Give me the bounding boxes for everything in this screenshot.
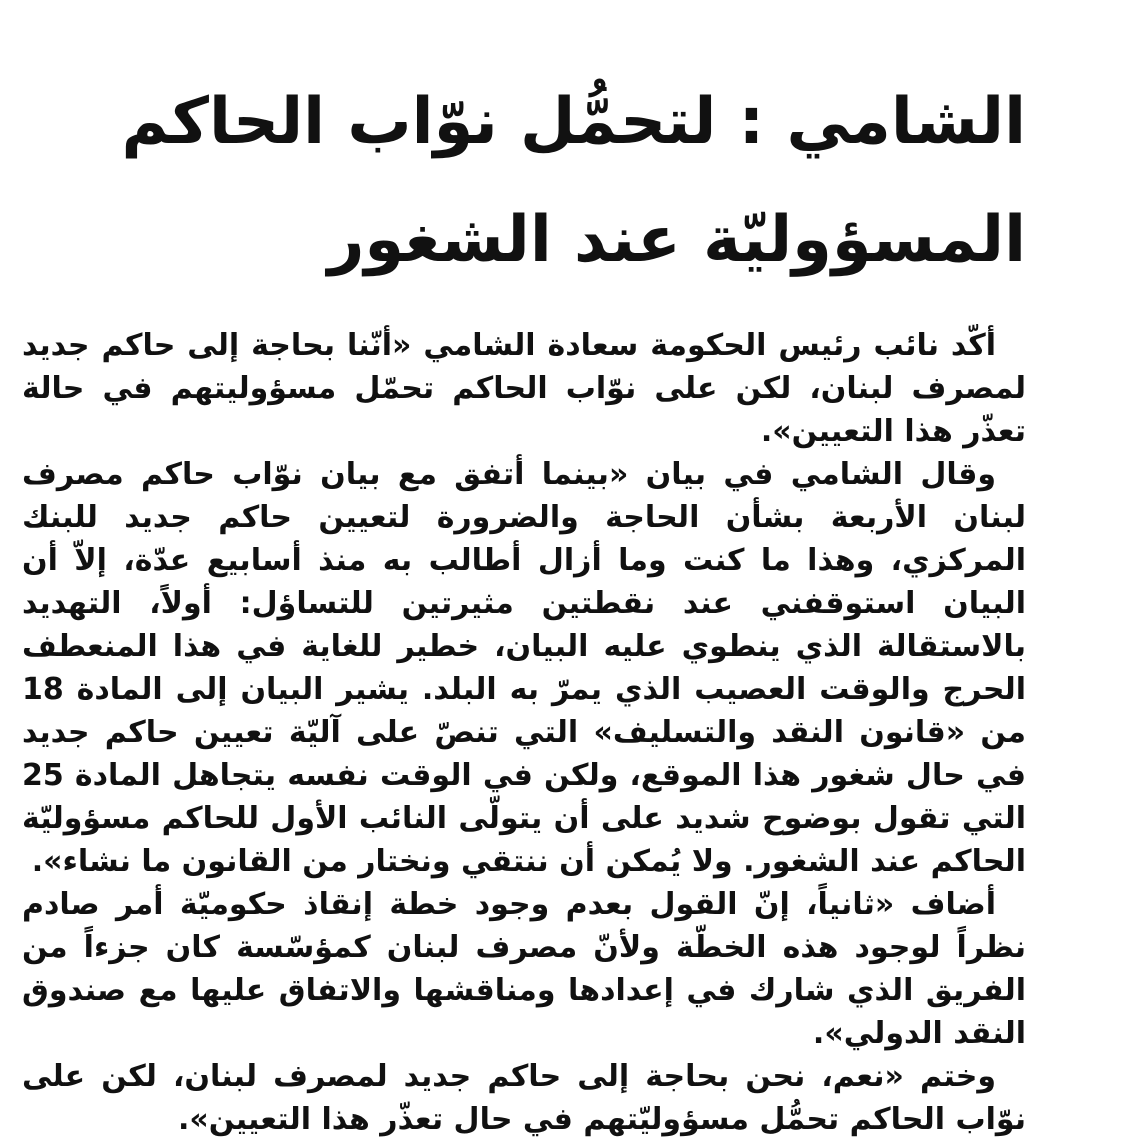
article-body <box>22 324 1026 1141</box>
article-paragraph-1: أكّد نائب رئيس الحكومة سعادة الشامي «أنّنا بحاجة إلى حاكم جديد لمصرف لبنان، لكن على نوّاب الحاكم تحمّل مسؤوليتهم في حالة تعذّر هذا التعيين». <box>22 328 1026 449</box>
headline-line-1: الشامي : لتحمُّل نوّاب الحاكم <box>121 85 1026 159</box>
article-paragraph-2: وقال الشامي في بيان «بينما أتفق مع بيان نوّاب حاكم مصرف لبنان الأربعة بشأن الحاجة والضرورة لتعيين حاكم جديد للبنك المركزي، وهذا ما كنت وما أزال أطالب به منذ أسابيع عدّة، إلاّ أن البيان استوقفني عند نقطتين مثيرتين للتساؤل: أولاً، التهديد بالاستقالة الذي ينطوي عليه البيان، خطير للغاية في هذا المنعطف الحرج والوقت العصيب الذي يمرّ به البلد. يشير البيان إلى المادة 18 من «قانون النقد والتسليف» التي تنصّ على آليّة تعيين حاكم جديد في حال شغور هذا الموقع، ولكن في الوقت نفسه يتجاهل المادة 25 التي تقول بوضوح شديد على أن يتولّى النائب الأول للحاكم مسؤوليّة الحاكم عند الشغور. ولا يُمكن أن ننتقي ونختار من القانون ما نشاء». <box>22 457 1026 879</box>
news-article <box>22 66 1026 1141</box>
headline-line-2: المسؤوليّة عند الشغور <box>327 203 1026 277</box>
article-paragraph-3: أضاف «ثانياً، إنّ القول بعدم وجود خطة إنقاذ حكوميّة أمر صادم نظراً لوجود هذه الخطّة ولأنّ مصرف لبنان كمؤسّسة كان جزءاً من الفريق الذي شارك في إعدادها ومناقشها والاتفاق عليها مع صندوق النقد الدولي». <box>22 887 1026 1051</box>
article-headline <box>22 66 1026 296</box>
article-paragraph-4: وختم «نعم، نحن بحاجة إلى حاكم جديد لمصرف لبنان، لكن على نوّاب الحاكم تحمُّل مسؤوليّتهم في حال تعذّر هذا التعيين». <box>22 1059 1026 1137</box>
